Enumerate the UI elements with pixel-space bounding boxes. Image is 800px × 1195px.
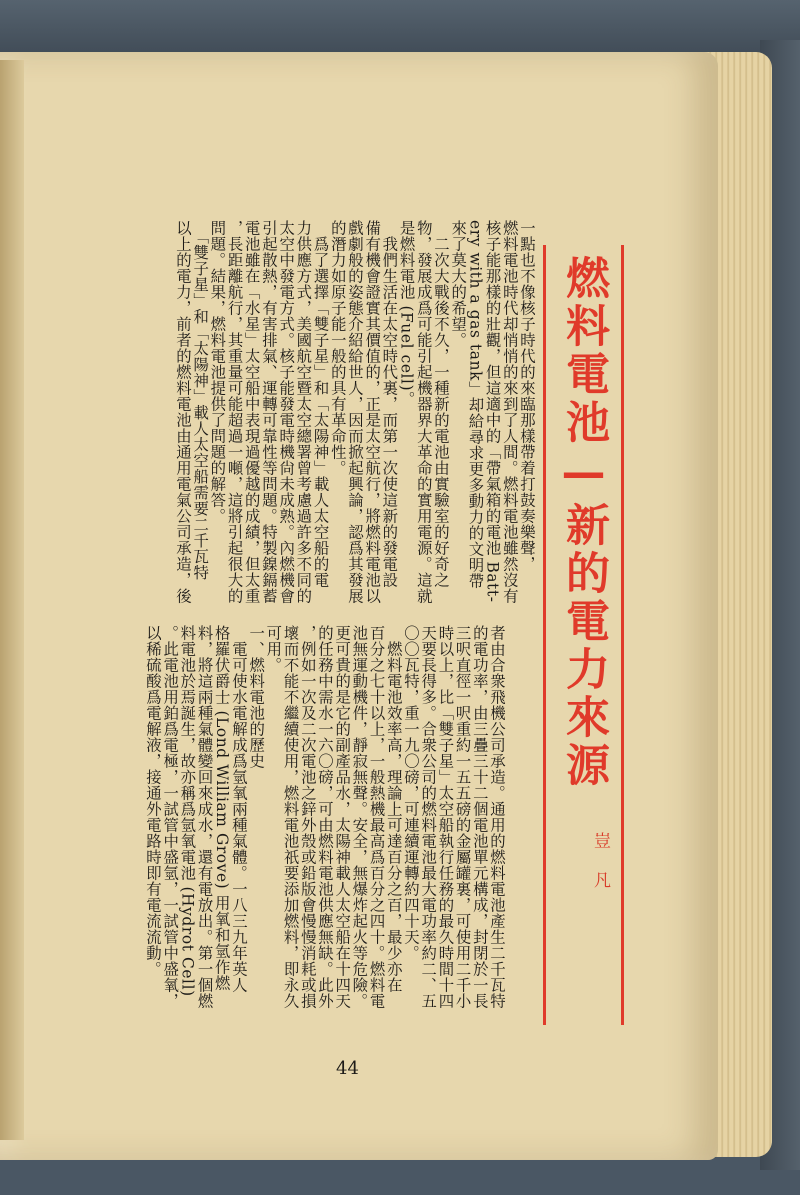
article-body-upper: 一點也不像核子時代的來臨那樣帶着打鼓奏樂聲， 燃料電池時代却悄悄的來到了人間。燃料電池雖然沒有 核子能那樣的壯觀，但這適中的「帶氣箱的電池 Batt- ery with a gas tank」却給尋求更多動力的文明帶 來了莫大的希望。 二次大戰後不久，一種新的電池由實驗室的好奇之 物，發展成爲可能引起機器界大革命的實用電源。這就 是燃料電池 (Fuel cell)。 我們生活在太空時代裏，而第一次使這新的發電設 備有機會證實其價值的，正是太空航行，將燃料電池以 戲劇般的姿態介紹給世人，因而掀起興論，認爲其發展 的潛力如原子能一般的具有革命性。 爲了選擇「雙子星」和「太陽神」載人太空船的電 力供應方式，美國航空暨太空總署曾考慮過許多不同的 太空中發電方式。核子能發電時機尙未成熟。內燃機會 引起散熱，有害排氣、運轉可靠性等問題。特製鎳鎘蓄 電池雖在「水星」太空船中表現過優越的成績，但太重 ，長距離航行，其重量可能超過一噸，這將引起很大的 問題。結果，燃料電池提供了問題的解答。 「雙子星」和「太陽神」載人太空船需要二千瓦特 以上的電力，前者的燃料電池由通用電氣公司承造，後	[173, 220, 536, 604]
background-top	[0, 0, 800, 60]
page-number: 44	[336, 1058, 359, 1079]
article-title: 燃料電池—新的電力來源	[558, 255, 609, 790]
page-gutter	[0, 60, 24, 1140]
author-name: 豈凡	[590, 832, 610, 910]
article-body-lower: 者由合衆飛機公司承造。通用的燃料電池產生二千瓦特 的電功率，由三疊三十二個電池單元構成，封閉於一長 三呎直徑一呎重約一五五磅的金屬罐裏，可使用二千小 時以上，比「雙子星」太空船執行任務的最久時間十四 天要長得多。合衆公司的燃料電池最大電功率約二、五 〇〇瓦特，重一九〇磅，可連續運轉約四十天。 燃料電池效率高，理論上可達百分之百，最少亦在 百分之七十以上，一般熱機最高爲百分之四十。燃料電 池無運動機件，靜寂無聲。安全，無爆炸起火等危險。 更可貴的是它的副產品水，太陽神載人太空船在十四天 的任務中需水一六〇磅，可由燃料電池供應無缺。此外 ，例如一次及二次電池之鋅外殼或鉛版會慢慢消耗或損 壞而不能不繼續使用，燃料電池祇要添加燃料，即永久 可用。 一、燃料電池的歷史 電可使水電解成爲氫氧兩種氣體。一八三九年英人 格羅伏爵士 (Lond William Grove) 用氧和氫作燃 料，將這兩種氣體變回來成水，還有電放出。第一個燃 料電池於焉誕生，故亦稱爲氫氧電池 (Hydrot Cell) 。此電池用鉑爲電極，一試管中盛氫，一試管中盛氧， 以稀硫酸爲電解液，接通外電路時即有電流流動。	[143, 625, 506, 1009]
